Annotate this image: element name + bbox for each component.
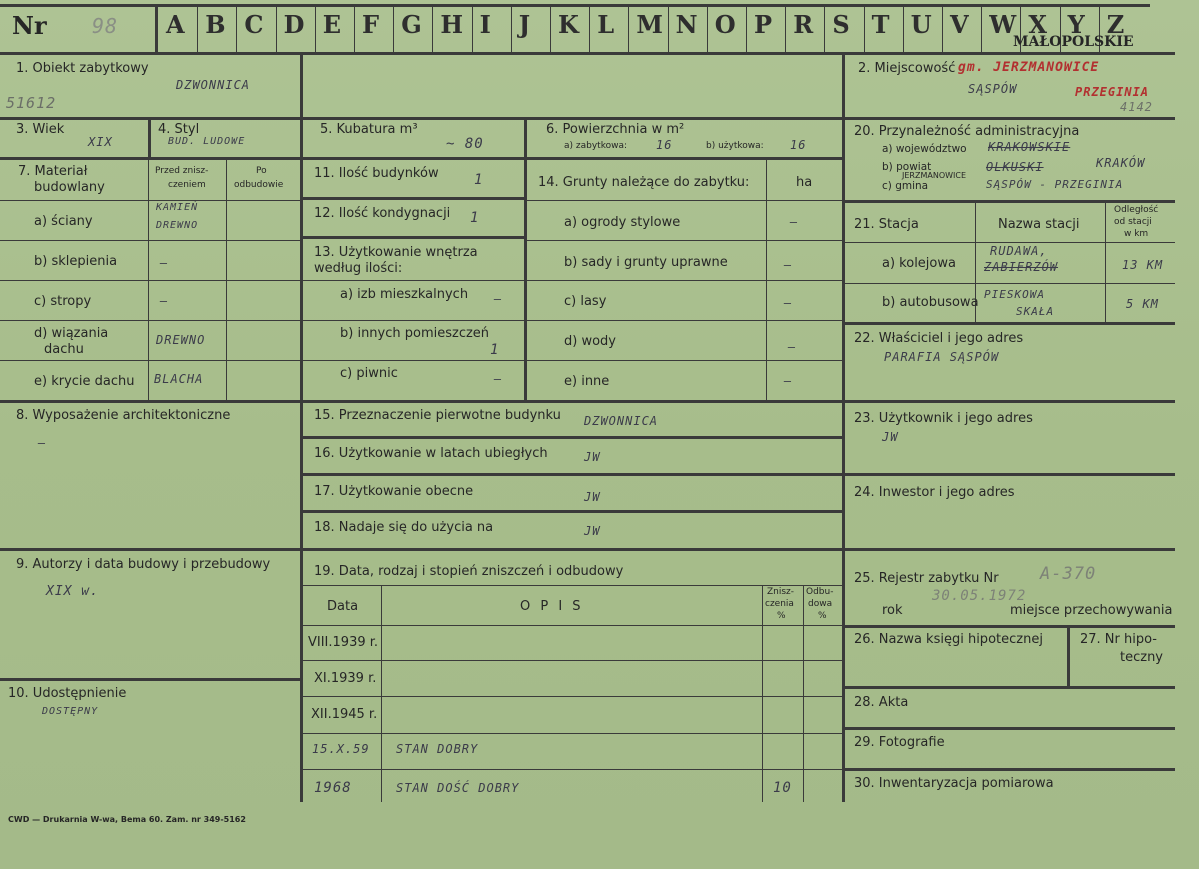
index-letter-divider: [354, 5, 355, 52]
f21-b-label: b) autobusowa: [882, 295, 979, 310]
f20-c-label: c) gmina: [882, 180, 929, 192]
div-26-27: [1067, 625, 1070, 687]
f16-value: JW: [584, 450, 601, 464]
f20-c-note: JERZMANOWICE: [902, 171, 967, 180]
f4-label: 4. Styl: [158, 122, 200, 137]
f13-label-2: według ilości:: [314, 261, 403, 276]
line-23: [842, 473, 1175, 476]
f14-row-label: a) ogrody stylowe: [564, 215, 681, 230]
row-line-7: [0, 157, 845, 160]
index-letter-divider: [707, 5, 708, 52]
f14-unit: ha: [796, 175, 813, 190]
f19-row-date: 15.X.59: [312, 742, 370, 756]
line-20: [842, 200, 1175, 203]
f7-row-value: —: [160, 294, 169, 308]
index-letter: V: [950, 10, 969, 39]
index-letter-divider: [393, 5, 394, 52]
f17-value: JW: [584, 490, 601, 504]
f21-col-2: [1105, 202, 1106, 322]
index-letter: J: [518, 10, 531, 39]
index-letter: C: [244, 10, 264, 39]
line-25: [842, 625, 1175, 628]
line-28: [842, 727, 1175, 730]
f13-c-label: c) piwnic: [340, 366, 398, 381]
line-27: [842, 686, 1175, 689]
f19-row-date: VIII.1939 r.: [308, 635, 379, 650]
header-bottom-line: [0, 52, 1175, 55]
f21-a-value-1: RUDAWA,: [990, 244, 1048, 258]
f13-label-1: 13. Użytkowanie wnętrza: [314, 245, 478, 260]
f19-col-odbu-1: Odbu-: [806, 587, 834, 597]
f7-col-before-2: czeniem: [168, 180, 206, 190]
f19-row-desc: STAN DOŚĆ DOBRY: [396, 781, 520, 795]
f7-row-value: BLACHA: [154, 372, 204, 386]
f14-row-value: —: [788, 340, 797, 354]
index-letter: B: [205, 10, 226, 39]
f20-b-value: OLKUSKI: [986, 160, 1044, 174]
f7-col-2: [226, 158, 227, 400]
f19-col-opis-label: O P I S: [520, 599, 584, 614]
index-letter: R: [793, 10, 814, 39]
index-letter-divider: [236, 5, 237, 52]
f19-col-opis: [762, 585, 763, 802]
f14-row-value: —: [790, 215, 799, 229]
index-letter: U: [910, 10, 932, 39]
f21-col-dist-1: Odległość: [1114, 205, 1159, 215]
f7-row-label: e) krycie dachu: [34, 374, 135, 389]
f8-label: 8. Wyposażenie architektoniczne: [16, 408, 231, 423]
f19-col-odbu-3: %: [818, 611, 827, 621]
f13-a-label: a) izb mieszkalnych: [340, 287, 469, 302]
f7-row-label: a) ściany: [34, 214, 93, 229]
index-letter: F: [362, 10, 380, 39]
f19-col-znisz: [803, 585, 804, 802]
f23-label: 23. Użytkownik i jego adres: [854, 411, 1033, 426]
header-top-line: [0, 4, 1150, 7]
f6-label: 6. Powierzchnia w m²: [546, 122, 685, 137]
index-letter-divider: [197, 5, 198, 52]
f14-row-label: e) inne: [564, 374, 610, 389]
f7-row-label-2: dachu: [44, 342, 84, 357]
f2-label: 2. Miejscowość: [858, 61, 956, 76]
f21-row: [842, 283, 1175, 284]
f7-line-b: [0, 240, 300, 241]
f21-b-value-2: SKAŁA: [1016, 305, 1055, 318]
index-letter-divider: [628, 5, 629, 52]
f29-label: 29. Fotografie: [854, 735, 945, 750]
div-3-4: [148, 117, 151, 159]
f21-head: [842, 242, 1175, 243]
f14-col: [766, 158, 767, 400]
f19-row-znisz: 10: [773, 780, 792, 796]
index-letter: M: [636, 10, 663, 39]
index-letter-divider: [903, 5, 904, 52]
f10-label: 10. Udostępnienie: [8, 686, 127, 701]
index-letter-divider: [942, 5, 943, 52]
f8-value: —: [38, 436, 47, 450]
index-letter: G: [401, 10, 422, 39]
line-13c: [300, 360, 526, 361]
f1-value: DZWONNICA: [176, 78, 251, 92]
row-line-3: [0, 117, 1175, 120]
line-24: [842, 548, 1175, 551]
f16-label: 16. Użytkowanie w latach ubiegłych: [314, 446, 548, 461]
f7-col-1: [148, 158, 149, 400]
f15-label: 15. Przeznaczenie pierwotne budynku: [314, 408, 561, 423]
line-17: [300, 510, 845, 513]
index-letter: X: [1028, 10, 1048, 39]
index-letter: T: [871, 10, 890, 39]
f13-a-value: —: [494, 292, 503, 306]
f19-label: 19. Data, rodzaj i stopień zniszczeń i odbudowy: [314, 564, 624, 579]
f25-value: A-370: [1040, 564, 1097, 584]
f25-label: 25. Rejestr zabytku Nr: [854, 571, 999, 586]
f23-value: JW: [882, 430, 899, 444]
f7-line-d: [0, 320, 300, 321]
index-letter: L: [597, 10, 615, 39]
f13-b-label: b) innych pomieszczeń: [340, 326, 490, 341]
f25-miejsce-label: miejsce przechowywania: [1010, 603, 1173, 618]
f21-a-dist: 13 KM: [1122, 258, 1164, 272]
index-letter: E: [322, 10, 342, 39]
index-letter: Z: [1106, 10, 1125, 39]
row-line-8: [0, 400, 1175, 403]
f3-label: 3. Wiek: [16, 122, 65, 137]
f14-row-label: d) wody: [564, 334, 616, 349]
row-line-10: [0, 678, 300, 681]
f20-b-value-2: KRAKÓW: [1096, 156, 1146, 170]
f14-row-value: —: [784, 374, 793, 388]
f14-row-label: b) sady i grunty uprawne: [564, 255, 728, 270]
f9-label: 9. Autorzy i data budowy i przebudowy: [16, 557, 271, 572]
index-letter-divider: [276, 5, 277, 52]
f21-col-dist-3: w km: [1124, 229, 1149, 239]
f19-row-date: 1968: [314, 780, 352, 796]
f19-col-znisz-1: Znisz-: [767, 587, 795, 597]
index-letter-divider: [824, 5, 825, 52]
f20-a-value: KRAKOWSKIE: [988, 140, 1071, 154]
f7-label-2: budowlany: [34, 180, 105, 195]
f27-label-1: 27. Nr hipo-: [1080, 632, 1157, 647]
index-letter-divider: [589, 5, 590, 52]
header-divider: [155, 4, 158, 54]
f12-label: 12. Ilość kondygnacji: [314, 206, 451, 221]
f5-label: 5. Kubatura m³: [320, 122, 418, 137]
f20-b-label: b) powiat: [882, 161, 932, 173]
f7-col-after-2: odbudowie: [234, 180, 284, 190]
f21-label: 21. Stacja: [854, 217, 919, 232]
f7-row-value: —: [160, 256, 169, 270]
line-13b: [300, 320, 526, 321]
line-16: [300, 473, 845, 476]
f26-label: 26. Nazwa księgi hipotecznej: [854, 632, 1043, 647]
f14-row-label: c) lasy: [564, 294, 607, 309]
f19-col-odbu-2: dowa: [808, 599, 833, 609]
f22-value: PARAFIA SĄSPÓW: [884, 350, 1000, 364]
printer-imprint: CWD — Drukarnia W-wa, Bema 60. Zam. nr 349-5162: [8, 815, 246, 824]
index-letter: P: [754, 10, 773, 39]
index-letter: Y: [1067, 10, 1085, 39]
line-12: [300, 236, 526, 239]
index-letter: K: [558, 10, 579, 39]
f7-line-c: [0, 280, 300, 281]
f25-rok-label: rok: [882, 603, 903, 618]
f14-label: 14. Grunty należące do zabytku:: [538, 175, 750, 190]
f13-b-value: 1: [490, 342, 500, 358]
f24-label: 24. Inwestor i jego adres: [854, 485, 1015, 500]
nr-value: 98: [92, 14, 119, 38]
f7-col-before-1: Przed znisz-: [155, 166, 209, 176]
f19-col-data-label: Data: [327, 599, 359, 614]
f6-b-label: b) użytkowa:: [706, 141, 764, 151]
f2-value3: PRZEGINIA: [1075, 85, 1150, 99]
f21-a-label: a) kolejowa: [882, 256, 956, 271]
f18-value: JW: [584, 524, 601, 538]
f9-value: XIX w.: [46, 584, 99, 599]
line-14d: [526, 360, 842, 361]
f7-col-after-1: Po: [256, 166, 267, 176]
f19-row-desc: STAN DOBRY: [396, 742, 479, 756]
f11-label: 11. Ilość budynków: [314, 166, 439, 181]
line-13a: [300, 280, 526, 281]
index-letter: O: [714, 10, 736, 39]
f4-value: BUD. LUDOWE: [168, 136, 246, 147]
f21-b-value-1: PIESKOWA: [984, 288, 1045, 301]
f12-value: 1: [470, 210, 480, 226]
f7-row-label: d) wiązania: [34, 326, 109, 341]
f28-label: 28. Akta: [854, 695, 909, 710]
f21-col-dist-2: od stacji: [1114, 217, 1152, 227]
f19-col-znisz-2: czenia: [765, 599, 794, 609]
index-letter: W: [989, 10, 1017, 39]
f2-code: 4142: [1120, 100, 1153, 114]
index-letter: I: [479, 10, 491, 39]
line-21: [842, 322, 1175, 325]
index-letter: H: [440, 10, 464, 39]
f20-a-label: a) województwo: [882, 143, 967, 155]
line-14b: [526, 280, 842, 281]
f21-b-dist: 5 KM: [1126, 297, 1159, 311]
f27-label-2: teczny: [1120, 650, 1163, 665]
f25-rok-value: 30.05.1972: [932, 588, 1027, 604]
index-letter: D: [283, 10, 305, 39]
index-letter-divider: [432, 5, 433, 52]
index-letter-divider: [746, 5, 747, 52]
f18-label: 18. Nadaje się do użycia na: [314, 520, 494, 535]
line-14h: [526, 200, 842, 201]
index-letter-divider: [864, 5, 865, 52]
index-letter: A: [166, 10, 185, 39]
f2-value1: gm. JERZMANOWICE: [958, 60, 1100, 75]
index-letter: N: [675, 10, 698, 39]
f6-a-label: a) zabytkowa:: [564, 141, 627, 151]
line-11: [300, 197, 526, 200]
f6-a-value: 16: [656, 138, 673, 152]
f19-col-znisz-3: %: [777, 611, 786, 621]
f7-label-1: 7. Materiał: [18, 164, 88, 179]
f7-row-value: DREWNO: [156, 333, 206, 347]
f3-value: XIX: [88, 135, 113, 149]
index-letter-divider: [668, 5, 669, 52]
f13-c-value: —: [494, 372, 503, 386]
f17-label: 17. Użytkowanie obecne: [314, 484, 474, 499]
f6-b-value: 16: [790, 138, 807, 152]
col-divider-1: [300, 52, 303, 802]
f30-label: 30. Inwentaryzacja pomiarowa: [854, 776, 1054, 791]
line-29: [842, 768, 1175, 771]
f7-line-a: [0, 200, 300, 201]
index-letter-divider: [472, 5, 473, 52]
f19-row-date: XII.1945 r.: [311, 707, 378, 722]
line-15: [300, 436, 845, 439]
index-letter: S: [832, 10, 850, 39]
index-letter-divider: [315, 5, 316, 52]
index-letter-divider: [511, 5, 512, 52]
f2-value2: SĄSPÓW: [968, 82, 1018, 96]
f10-value: DOSTĘPNY: [42, 706, 99, 717]
f1-label: 1. Obiekt zabytkowy: [16, 61, 149, 76]
line-14a: [526, 240, 842, 241]
f22-label: 22. Właściciel i jego adres: [854, 331, 1024, 346]
f7-row-label: b) sklepienia: [34, 254, 118, 269]
row-line-9: [0, 548, 845, 551]
f20-label: 20. Przynależność administracyjna: [854, 124, 1080, 139]
f7-row-value: DREWNO: [156, 220, 199, 231]
f21-a-value-2: ZABIERZÓW: [984, 260, 1059, 274]
nr-label: Nr: [12, 11, 47, 40]
f1-code: 51612: [6, 94, 57, 112]
f7-line-e: [0, 360, 300, 361]
f21-col-name: Nazwa stacji: [998, 217, 1080, 232]
col-divider-2: [842, 52, 845, 802]
f5-value: ~ 80: [446, 136, 484, 152]
f7-row-value: KAMIEŃ: [156, 202, 199, 213]
f20-c-value: SĄSPÓW - PRZEGINIA: [986, 178, 1124, 191]
f15-value: DZWONNICA: [584, 414, 659, 428]
region-stamp: MAŁOPOLSKIE: [1013, 34, 1134, 50]
f14-row-value: —: [784, 296, 793, 310]
f11-value: 1: [474, 172, 484, 188]
f7-row-label: c) stropy: [34, 294, 92, 309]
line-14c: [526, 320, 842, 321]
index-letter-divider: [785, 5, 786, 52]
index-letter-divider: [550, 5, 551, 52]
f19-row-date: XI.1939 r.: [314, 671, 377, 686]
f19-col-data: [381, 585, 382, 802]
index-letter-divider: [981, 5, 982, 52]
f14-row-value: —: [784, 258, 793, 272]
